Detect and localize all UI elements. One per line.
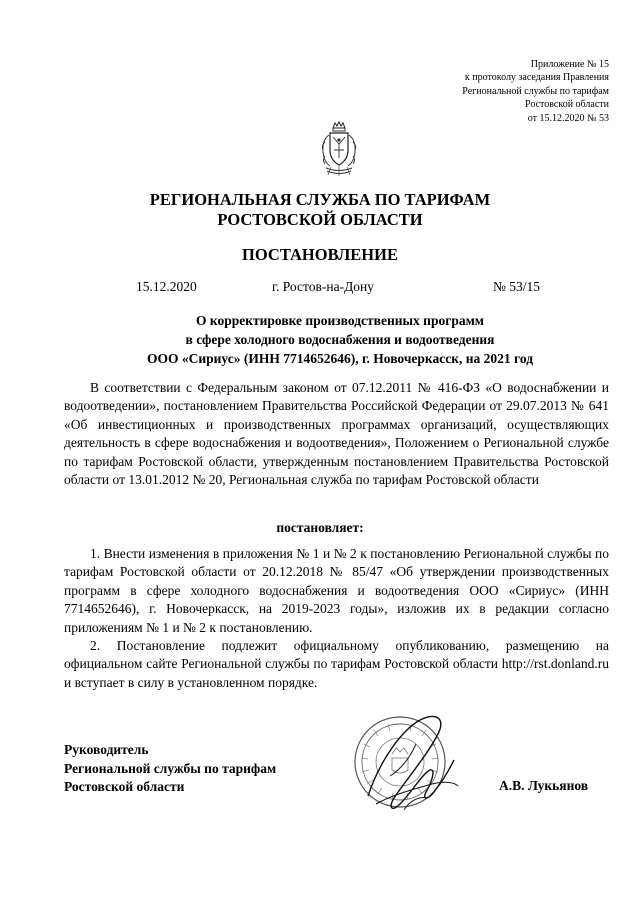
document-type: ПОСТАНОВЛЕНИЕ bbox=[242, 245, 398, 264]
signatory-position bbox=[64, 741, 276, 797]
decree-items bbox=[64, 545, 609, 692]
position-line: Ростовской области bbox=[64, 779, 185, 794]
subject-line: в сфере холодного водоснабжения и водоотведения bbox=[185, 332, 495, 347]
coat-of-arms-icon bbox=[319, 120, 359, 178]
preamble-paragraph: В соответствии с Федеральным законом от 07.12.2011 № 416-ФЗ «О водоснабжении и водоотведении», постановлением Правительства Российской Федерации от 29.07.2013 № 641 «Об инвестиционных и производственных программах организаций, осуществляющих деятельность в сфере водоснабжения и водоотведения», Положением о Региональной службе по тарифам Ростовской области, утвержденным постановлением Правительства Ростовской области от 13.01.2012 № 20, Региональная служба по тарифам Ростовской области bbox=[64, 380, 609, 488]
appendix-line: Региональной службы по тарифам bbox=[462, 85, 609, 97]
org-line: РОСТОВСКОЙ ОБЛАСТИ bbox=[217, 210, 423, 229]
signatory-name: А.В. Лукьянов bbox=[499, 778, 589, 793]
appendix-line: от 15.12.2020 № 53 bbox=[527, 112, 609, 124]
position-line: Региональной службы по тарифам bbox=[64, 760, 277, 776]
subject-line: О корректировке производственных программ bbox=[195, 313, 484, 328]
decree-word: постановляет: bbox=[276, 520, 364, 535]
preamble-section bbox=[64, 379, 609, 489]
document-date: 15.12.2020 bbox=[136, 279, 197, 294]
subject-line: ООО «Сириус» (ИНН 7714652646), г. Новочеркасск, на 2021 год bbox=[146, 351, 534, 366]
position-line: Руководитель bbox=[64, 742, 149, 757]
organization-name bbox=[0, 190, 640, 230]
appendix-line: Приложение № 15 bbox=[530, 59, 609, 70]
appendix-note bbox=[462, 58, 609, 125]
decree-item-1: 1. Внести изменения в приложения № 1 и № 2 к постановлению Региональной службы по тарифам Ростовской области от 20.12.2018 № 85/47 «Об утверждении производственных программ в сфере холодного водоснабжения и водоотведения ООО «Сириус» (ИНН 7714652646), г. Новочеркасск, на 2019-2023 годы», изложив их в редакции согласно приложениям № 1 и № 2 к постановлению. bbox=[64, 546, 609, 635]
document-number: № 53/15 bbox=[493, 279, 541, 294]
appendix-line: Ростовской области bbox=[525, 99, 609, 111]
decree-item-2: 2. Постановление подлежит официальному опубликованию, размещению на официальном сайте Региональной службы по тарифам Ростовской области http://rst.donland.ru и вступает в силу в установленном порядке. bbox=[64, 638, 609, 690]
handwritten-signature-icon bbox=[350, 700, 470, 830]
org-line: РЕГИОНАЛЬНАЯ СЛУЖБА ПО ТАРИФАМ bbox=[149, 190, 491, 209]
appendix-line: к протоколу заседания Правления bbox=[464, 72, 609, 84]
document-city: г. Ростов-на-Дону bbox=[272, 279, 375, 294]
document-subject bbox=[60, 311, 620, 368]
